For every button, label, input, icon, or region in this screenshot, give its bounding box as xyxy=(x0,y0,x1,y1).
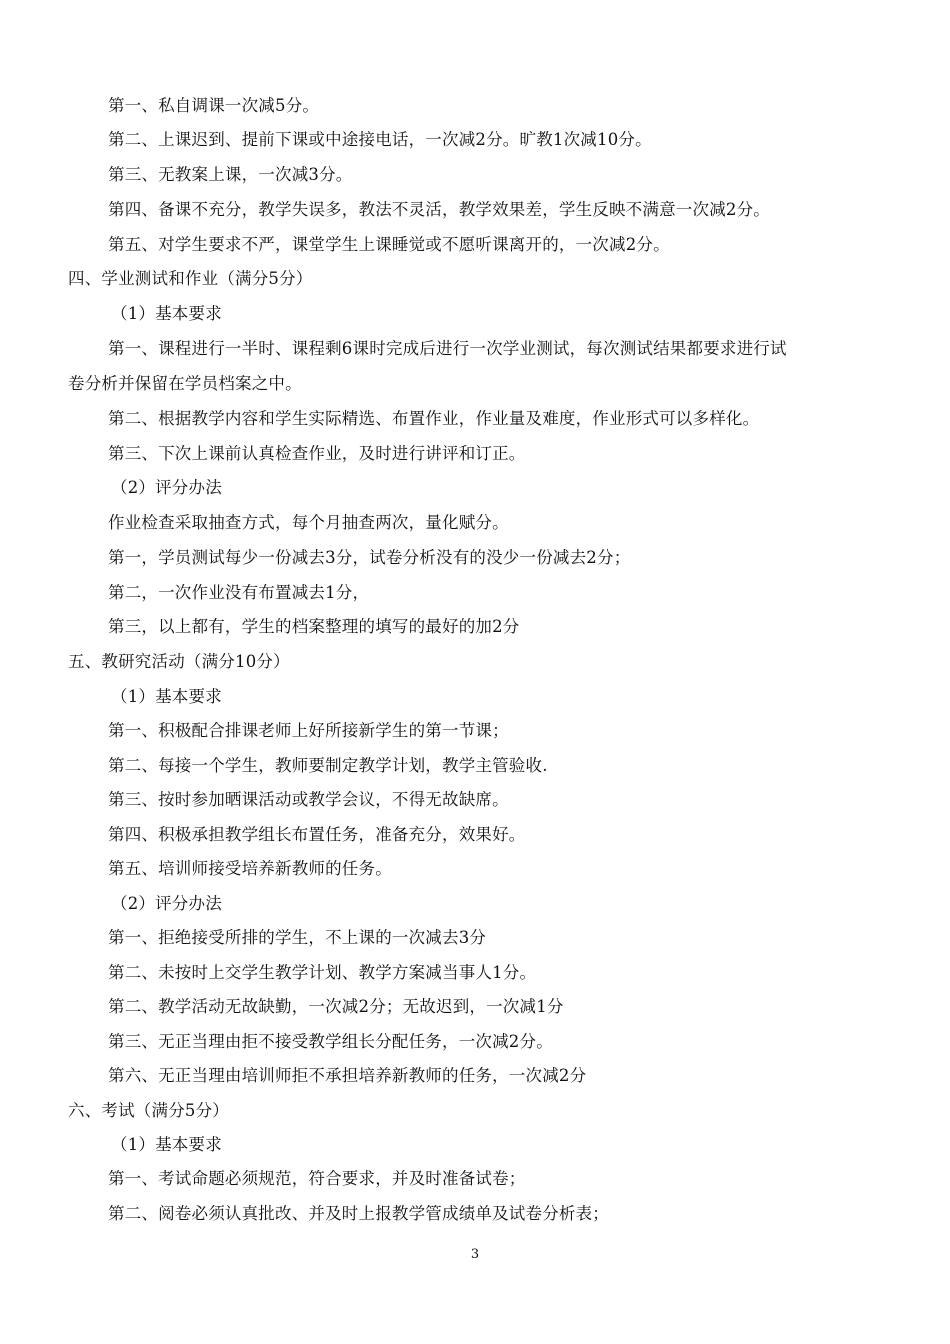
section-heading: 五、教研究活动（满分10分） xyxy=(68,652,290,671)
paragraph-line: 第二、根据教学内容和学生实际精选、布置作业，作业量及难度，作业形式可以多样化。 xyxy=(108,409,760,428)
subsection-heading: （2）评分办法 xyxy=(111,894,222,913)
subsection-heading: （2）评分办法 xyxy=(111,478,222,497)
paragraph-line: 第一、积极配合排课老师上好所接新学生的第一节课； xyxy=(108,721,509,740)
paragraph-line: 第三、下次上课前认真检查作业，及时进行讲评和订正。 xyxy=(108,444,526,463)
subsection-heading: （1）基本要求 xyxy=(111,687,222,706)
paragraph-line: 第二，一次作业没有布置减去1分， xyxy=(108,583,370,602)
paragraph-line: 第三、按时参加晒课活动或教学会议，不得无故缺席。 xyxy=(108,790,509,809)
paragraph-line: 第一、考试命题必须规范，符合要求，并及时准备试卷； xyxy=(108,1169,526,1188)
paragraph-line: 第三、无教案上课，一次减3分。 xyxy=(108,165,353,184)
paragraph-line: 作业检查采取抽查方式，每个月抽查两次，量化赋分。 xyxy=(108,513,509,532)
paragraph-line: 第二、上课迟到、提前下课或中途接电话，一次减2分。旷教1次减10分。 xyxy=(108,130,652,149)
paragraph-line: 第一，学员测试每少一份减去3分，试卷分析没有的没少一份减去2分； xyxy=(108,548,631,567)
subsection-heading: （1）基本要求 xyxy=(111,1135,222,1154)
paragraph-line: 第四、积极承担教学组长布置任务，准备充分，效果好。 xyxy=(108,825,526,844)
section-heading: 四、学业测试和作业（满分5分） xyxy=(68,269,313,288)
paragraph-line: 第三，以上都有，学生的档案整理的填写的最好的加2分 xyxy=(108,617,520,636)
paragraph-line: 第五、培训师接受培养新教师的任务。 xyxy=(108,859,392,878)
paragraph-line: 第二、每接一个学生，教师要制定教学计划，教学主管验收. xyxy=(108,756,548,775)
section-heading: 六、考试（满分5分） xyxy=(68,1101,229,1120)
paragraph-line: 第二、教学活动无故缺勤，一次减2分；无故迟到，一次减1分 xyxy=(108,997,564,1016)
paragraph-line: 第四、备课不充分，教学失误多，教法不灵活，教学效果差，学生反映不满意一次减2分。 xyxy=(108,200,770,219)
paragraph-line: 第二、未按时上交学生教学计划、教学方案减当事人1分。 xyxy=(108,963,537,982)
subsection-heading: （1）基本要求 xyxy=(111,304,222,323)
paragraph-line: 第六、无正当理由培训师拒不承担培养新教师的任务，一次减2分 xyxy=(108,1066,587,1085)
paragraph-line: 卷分析并保留在学员档案之中。 xyxy=(68,374,302,393)
paragraph-line: 第一、私自调课一次减5分。 xyxy=(108,96,320,115)
paragraph-line: 第一、课程进行一半时、课程剩6课时完成后进行一次学业测试，每次测试结果都要求进行试 xyxy=(108,339,787,358)
paragraph-line: 第五、对学生要求不严，课堂学生上课睡觉或不愿听课离开的，一次减2分。 xyxy=(108,235,670,254)
paragraph-line: 第二、阅卷必须认真批改、并及时上报教学管成绩单及试卷分析表； xyxy=(108,1204,609,1223)
paragraph-line: 第三、无正当理由拒不接受教学组长分配任务，一次减2分。 xyxy=(108,1032,553,1051)
page-number: 3 xyxy=(470,1247,480,1262)
paragraph-line: 第一、拒绝接受所排的学生，不上课的一次减去3分 xyxy=(108,928,487,947)
